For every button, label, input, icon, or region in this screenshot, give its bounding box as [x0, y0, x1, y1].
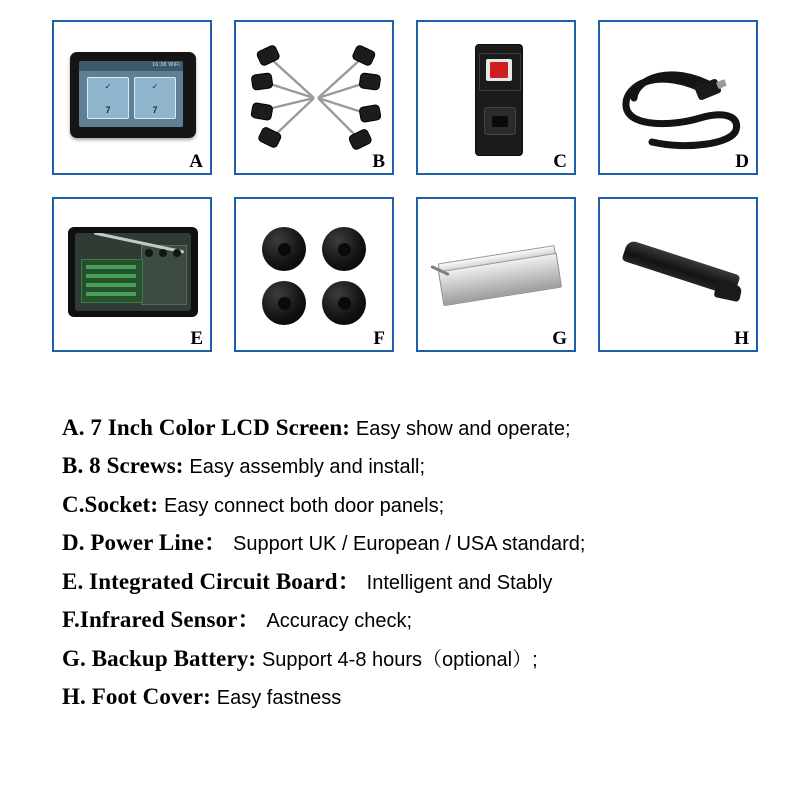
legend-key-d: D. Power Line：	[62, 530, 228, 556]
legend-key-h: H. Foot Cover:	[62, 684, 211, 710]
lcd-tile-right-mark: ✓	[151, 82, 159, 91]
part-cell-f[interactable]	[234, 197, 394, 352]
power-cable-icon	[600, 22, 756, 173]
legend-item-c	[62, 492, 762, 518]
legend-desc-c: Easy connect both door panels;	[163, 494, 445, 517]
legend-desc-a: Easy show and operate;	[355, 418, 571, 440]
part-letter-c: C	[553, 151, 567, 172]
part-cell-h[interactable]	[598, 197, 758, 352]
legend-item-d	[62, 530, 762, 556]
legend-desc-d: Support UK / European / USA standard;	[233, 533, 586, 556]
screws-svg	[236, 22, 392, 173]
lcd-screen-icon	[54, 22, 210, 173]
foot-cover-icon	[600, 199, 756, 350]
part-letter-f: F	[373, 328, 385, 349]
lcd-status-bar-text: 16:38 WiFi	[152, 62, 180, 68]
socket-icon	[418, 22, 574, 173]
legend-key-b: B. 8 Screws:	[62, 453, 184, 479]
legend-item-g	[62, 646, 762, 672]
screws-icon	[236, 22, 392, 173]
part-cell-b[interactable]	[234, 20, 394, 175]
legend-item-h	[62, 684, 762, 710]
legend-desc-g: Support 4-8 hours（optional）;	[261, 648, 538, 671]
part-cell-c[interactable]	[416, 20, 576, 175]
power-cable-svg	[600, 22, 756, 173]
circuit-board-icon	[54, 199, 210, 350]
legend-desc-f: Accuracy check;	[266, 610, 413, 633]
part-cell-g[interactable]	[416, 197, 576, 352]
part-cell-a[interactable]	[52, 20, 212, 175]
legend-desc-b: Easy assembly and install;	[189, 456, 426, 479]
legend-item-a	[62, 415, 762, 441]
legend-desc-h: Easy fastness	[216, 687, 342, 710]
legend-key-c: C.Socket:	[62, 491, 159, 517]
part-cell-d[interactable]	[598, 20, 758, 175]
legend-key-g: G. Backup Battery:	[62, 645, 257, 671]
legend-item-b	[62, 453, 762, 479]
legend-key-a: A. 7 Inch Color LCD Screen:	[62, 415, 351, 440]
legend-item-f	[62, 607, 762, 633]
lcd-tile-right-value: 7	[152, 105, 158, 115]
part-cell-e[interactable]	[52, 197, 212, 352]
part-letter-g: G	[552, 328, 567, 349]
lcd-tile-left-mark: ✓	[104, 82, 112, 91]
legend-key-f: F.Infrared Sensor：	[62, 607, 261, 633]
part-letter-e: E	[190, 328, 203, 349]
backup-battery-icon	[418, 199, 574, 350]
infrared-sensor-icon	[236, 199, 392, 350]
part-letter-d: D	[735, 151, 749, 172]
legend-desc-e: Intelligent and Stably	[366, 571, 553, 594]
part-letter-a: A	[189, 151, 203, 172]
lcd-tile-left-value: 7	[105, 105, 111, 115]
legend-key-e: E. Integrated Circuit Board：	[62, 568, 361, 594]
legend-item-e	[62, 569, 762, 595]
legend-list	[62, 415, 762, 723]
part-letter-b: B	[372, 151, 385, 172]
part-letter-h: H	[734, 328, 749, 349]
parts-grid	[52, 20, 758, 352]
